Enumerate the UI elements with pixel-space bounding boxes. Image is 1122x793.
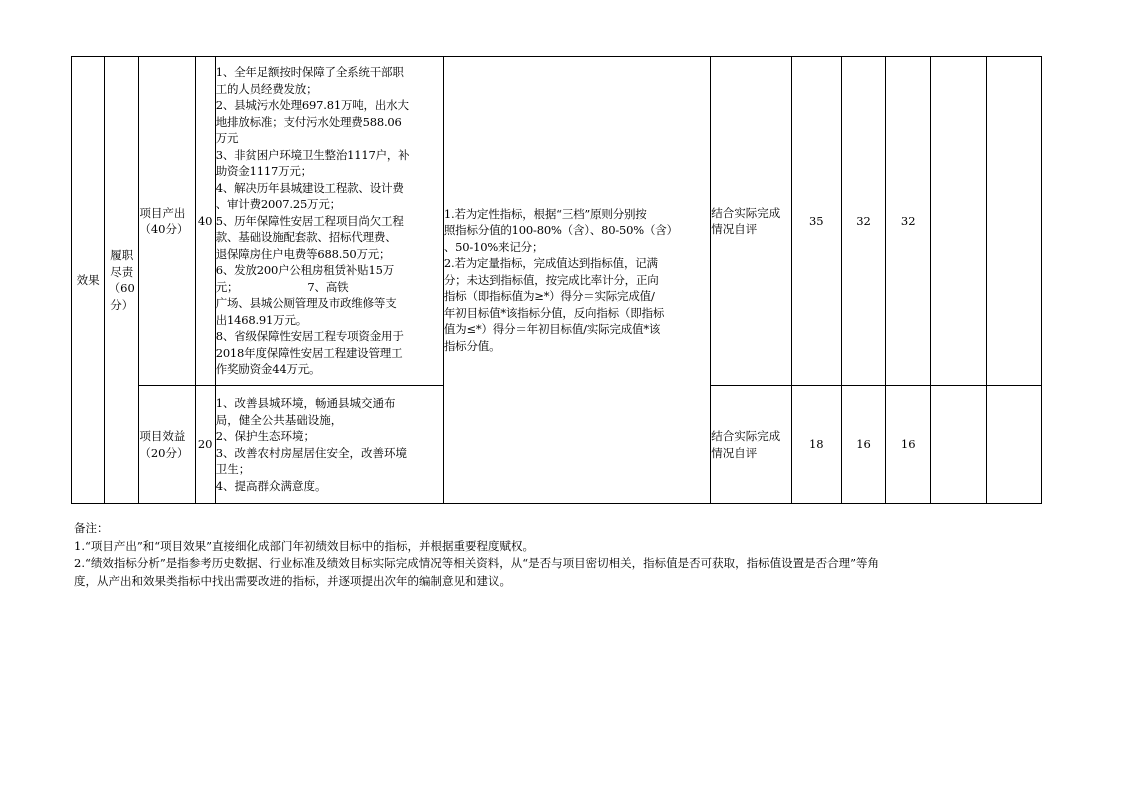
content-line: 、审计费2007.25万元； [215, 197, 341, 212]
content-line: 局，健全公共基础设施， [215, 412, 343, 427]
method-line: 2.若为定量指标，完成值达到指标值，记满 [443, 256, 658, 271]
content-line: 1、全年足额按时保障了全系统干部职 [215, 65, 404, 80]
content-line: 2018年度保障性安居工程建设管理工 [215, 345, 403, 360]
content-line: 广场、县城公厕管理及市政维修等支 [215, 296, 397, 311]
notes-line: 1.“项目产出”和“项目效果”直接细化成部门年初绩效目标中的指标，并根据重要程度赋权。 [74, 538, 534, 553]
method-line: 1.若为定性指标，根据“三档”原则分别按 [443, 206, 647, 221]
notes-title: 备注： [74, 521, 109, 535]
content-line: 地排放标准；支付污水处理费588.06 [215, 114, 402, 129]
content-line: 元； 7、高铁 [215, 279, 349, 294]
content-line: 工的人员经费发放； [215, 81, 318, 96]
empty-cell [931, 57, 986, 386]
score-cell: 32 [841, 57, 885, 386]
content-cell [215, 386, 443, 504]
basis-cell: 结合实际完成情况自评 [711, 386, 791, 504]
method-line: 值为≤*）得分＝年初目标值/实际完成值*该 [443, 322, 661, 337]
content-line: 6、发放200户公租房租赁补贴15万 [215, 263, 395, 278]
scoring-method-cell [443, 57, 710, 504]
score-cell: 35 [791, 57, 841, 386]
content-line: 万元 [215, 131, 239, 146]
content-line: 卫生； [215, 462, 251, 476]
content-cell [215, 57, 443, 386]
content-line: 3、非贫困户环境卫生整治1117户，补 [215, 147, 410, 162]
content-line: 5、历年保障性安居工程项目尚欠工程 [215, 213, 404, 228]
content-line: 4、解决历年县城建设工程款、设计费 [215, 180, 404, 195]
basis-cell: 结合实际完成情况自评 [711, 57, 791, 386]
performance-table [71, 56, 1042, 504]
content-line: 8、省级保障性安居工程专项资金用于 [215, 329, 404, 344]
level2-cell: 履职尽责（60分） [105, 57, 139, 504]
weight-cell: 40 [195, 57, 215, 386]
table-row [72, 57, 1042, 386]
notes-section [74, 520, 1034, 590]
notes-line: 度，从产出和效果类指标中找出需要改进的指标，并逐项提出次年的编制意见和建议。 [74, 573, 511, 588]
weight-cell: 20 [195, 386, 215, 504]
score-cell: 16 [841, 386, 885, 504]
score-cell: 32 [886, 57, 931, 386]
empty-cell [986, 386, 1041, 504]
method-line: 指标（即指标值为≥*）得分＝实际完成值/ [443, 289, 655, 304]
score-cell: 18 [791, 386, 841, 504]
method-line: 、50-10%来记分； [443, 239, 544, 254]
method-line: 年初目标值*该指标分值，反向指标（即指标 [443, 305, 665, 320]
method-line: 分；未达到指标值，按完成比率计分，正向 [443, 272, 659, 287]
content-line: 退保障房住户电费等688.50万元； [215, 246, 391, 261]
method-line: 照指标分值的100-80%（含）、80-50%（含） [443, 223, 678, 238]
content-line: 1、改善县城环境，畅通县城交通布 [215, 396, 396, 410]
content-line: 2、县城污水处理697.81万吨，出水大 [215, 98, 409, 113]
content-line: 2、保护生态环境； [215, 429, 316, 443]
content-line: 3、改善农村房屋居住安全，改善环境 [215, 445, 408, 460]
content-line: 款、基础设施配套款、招标代理费、 [215, 230, 397, 245]
empty-cell [986, 57, 1041, 386]
indicator-cell: 项目产出（40分） [139, 57, 195, 386]
empty-cell [931, 386, 986, 504]
notes-line: 2.“绩效指标分析”是指参考历史数据、行业标准及绩效目标实际完成情况等相关资料，从“是否与项目密切相关，指标值是否可获取，指标值设置是否合理”等角 [74, 556, 879, 570]
content-line: 4、提高群众满意度。 [215, 478, 327, 493]
content-line: 出1468.91万元。 [215, 312, 308, 327]
content-line: 作奖励资金44万元。 [215, 362, 321, 377]
indicator-cell: 项目效益（20分） [139, 386, 195, 504]
content-line: 助资金1117万元； [215, 164, 312, 179]
level1-cell: 效果 [72, 57, 105, 504]
score-cell: 16 [886, 386, 931, 504]
method-line: 指标分值。 [443, 338, 501, 353]
